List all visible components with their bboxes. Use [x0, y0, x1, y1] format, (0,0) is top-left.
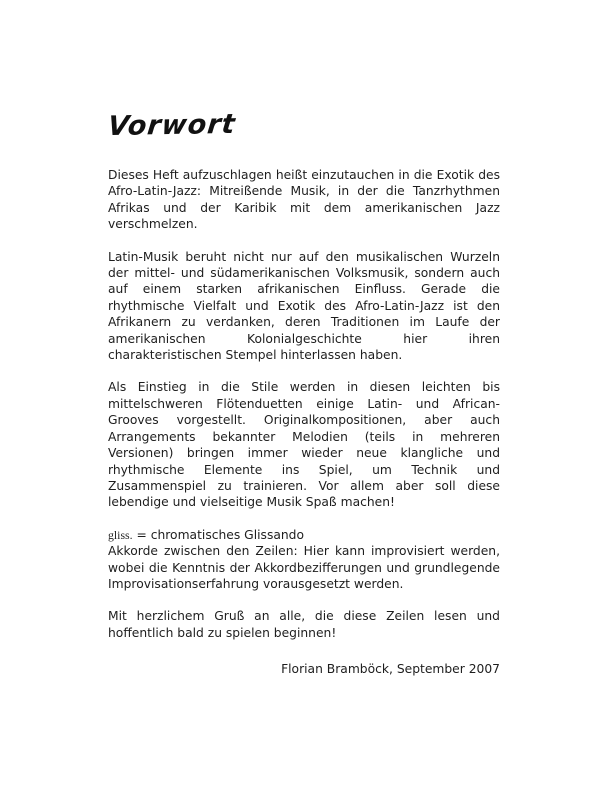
paragraph-closing: Mit herzlichem Gruß an alle, die diese Zeilen lesen und hoffentlich bald zu spielen beginnen!	[108, 609, 500, 640]
paragraph-latin-roots: Latin-Musik beruht nicht nur auf den musikalischen Wurzeln der mittel- und südamerikanischen Volksmusik, sondern auch auf einem starken afrikanischen Einfluss. Gerade die rhythmische Vielfalt und Exotik des Afro-Latin-Jazz ist den Afrikanern zu verdanken, deren Traditionen im Laufe der amerikanischen Kolonialgeschichte hier ihren charakteristischen Stempel hinterlassen haben.	[108, 249, 500, 363]
gliss-line	[108, 527, 500, 543]
improvisation-note: Akkorde zwischen den Zeilen: Hier kann improvisiert werden, wobei die Kenntnis der Akkordbezifferungen und grundlegende Improvisationserfahrung vorausgesetzt werden.	[108, 544, 500, 591]
author-signature: Florian Bramböck, September 2007	[281, 662, 500, 677]
paragraph-duets: Als Einstieg in die Stile werden in diesen leichten bis mittelschweren Flötenduetten einige Latin- und African-Grooves vorgestellt. Originalkompositionen, aber auch Arrangements bekannter Melodien (teils in mehreren Versionen) bringen immer wieder neue klangliche und rhythmische Elemente ins Spiel, um Technik und Zusammenspiel zu trainieren. Vor allem aber soll diese lebendige und vielseitige Musik Spaß machen!	[108, 380, 500, 510]
page-title: Vorwort	[106, 108, 238, 143]
paragraph-intro: Dieses Heft aufzuschlagen heißt einzutauchen in die Exotik des Afro-Latin-Jazz: Mitreißende Musik, in der die Tanzrhythmen Afrikas und der Karibik mit dem amerikanischen Jazz verschmelzen.	[108, 168, 500, 232]
gliss-definition: = chromatisches Glissando	[132, 527, 305, 542]
gliss-term: gliss.	[108, 527, 133, 542]
title-row	[108, 110, 500, 163]
notes-block	[108, 527, 500, 593]
